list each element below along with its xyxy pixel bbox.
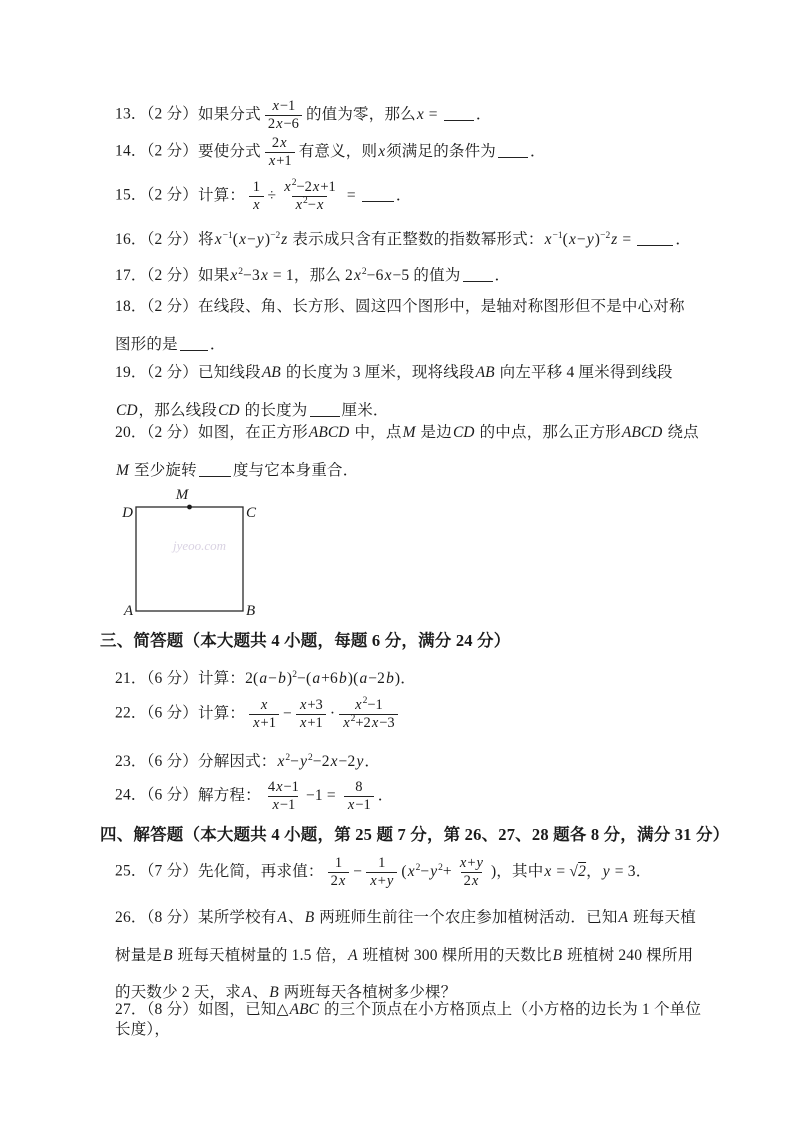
problem-21 (115, 669, 703, 689)
section-heading-3: 三、简答题（本大题共 4 小题，每题 6 分，满分 24 分） (100, 631, 511, 650)
problem-16 (115, 230, 703, 250)
problem-13 (115, 98, 703, 132)
figure-square-abcd (103, 482, 273, 627)
problem-score: （8 分） (146, 909, 198, 926)
problem-score: （6 分） (146, 704, 198, 722)
problem-number: 20． (115, 424, 147, 441)
problem-number: 17． (115, 267, 147, 284)
problem-body: 解方程： $\frac{4x-1}{x-1}$ −1 = $\frac{8}{x-1}$ ． (198, 779, 394, 813)
problem-score: （2 分） (146, 364, 198, 381)
problem-score: （6 分） (146, 670, 198, 687)
problem-20 (115, 414, 705, 490)
problem-body: 如图，在正方形ABCD 中，点M 是边CD 的中点，那么正方形ABCD 绕点M 至少旋转 度与它本身重合． (116, 424, 699, 479)
problem-score: （7 分） (146, 862, 198, 880)
vertex-label-a: A (123, 603, 133, 619)
problem-27 (115, 1000, 715, 1040)
problem-18 (115, 288, 695, 364)
vertex-label-d: D (122, 505, 133, 521)
problem-number: 22． (115, 704, 147, 722)
problem-15 (115, 179, 703, 213)
problem-score: （2 分） (146, 142, 198, 160)
problem-score: （2 分） (146, 231, 198, 248)
problem-body: 在线段、角、长方形、圆这四个图形中，是轴对称图形但不是中心对称图形的是 ． (115, 298, 685, 353)
problem-24 (115, 779, 703, 813)
section-heading-4: 四、解答题（本大题共 4 小题，第 25 题 7 分，第 26、27、28 题各 8 分，满分 31 分） (100, 825, 730, 844)
problem-body: 计算： $\frac{x}{x+1}$ − $\frac{x+3}{x+1}$ · $\frac{x^2-1}{x^2+2x-3}$ (198, 705, 402, 722)
problem-body: 已知线段AB 的长度为 3 厘米，现将线段AB 向左平移 4 厘米得到线段CD，那么线段CD 的长度为 厘米． (116, 364, 673, 419)
midpoint-dot (187, 505, 192, 510)
problem-score: （2 分） (146, 298, 198, 315)
problem-score: （2 分） (146, 424, 198, 441)
problem-number: 19． (115, 364, 147, 381)
problem-number: 21． (115, 670, 147, 687)
problem-body: 要使分式 $\frac{2x}{x+1}$ 有意义，则x须满足的条件为 ． (198, 135, 546, 169)
problem-number: 15． (115, 186, 147, 204)
watermark: jyeoo.com (173, 538, 227, 553)
problem-body: 先化简，再求值： $\frac{1}{2x}$ − $\frac{1}{x+y}$ ($x^2-y^2+$ $\frac{x+y}{2x}$ )，其中x = √2，y = 3． (198, 855, 652, 889)
problem-number: 25． (115, 862, 147, 880)
problem-score: （2 分） (146, 105, 198, 123)
problem-25 (115, 855, 703, 889)
problem-14 (115, 135, 703, 169)
problem-number: 26． (115, 909, 147, 926)
problem-score: （8 分） (146, 1001, 198, 1018)
problem-body: 将$x^{-1}(x-y)^{-2}z$ 表示成只含有正整数的指数幂形式：$x^{-1}(x-y)^{-2}z$ = ． (198, 230, 692, 248)
problem-23 (115, 752, 703, 772)
problem-body: 如图，已知△ABC 的三个顶点在小方格顶点上（小方格的边长为 1 个单位长度）， (115, 1001, 702, 1038)
problem-score: （2 分） (146, 186, 198, 204)
vertex-label-b: B (246, 603, 256, 619)
problem-number: 27． (115, 1001, 147, 1018)
midpoint-label-m: M (175, 487, 189, 503)
problem-body: 某所学校有A、B 两班师生前往一个农庄参加植树活动．已知A 班每天植树量是B 班每天植树量的 1.5 倍，A 班植树 300 棵所用的天数比B 班植树 240 棵所用的天数少 2 天，求A、B 两班每天各植树多少棵？ (115, 909, 696, 1001)
problem-22 (115, 697, 703, 731)
problem-number: 23． (115, 753, 147, 770)
problem-26 (115, 899, 707, 1012)
problem-number: 18． (115, 298, 147, 315)
problem-number: 13． (115, 105, 147, 123)
problem-score: （6 分） (146, 753, 198, 770)
problem-17 (115, 266, 703, 286)
problem-body: 计算：$2(a-b)^2-(a+6b)(a-2b)$． (198, 669, 416, 687)
problem-body: 如果$x^2-3x = 1$，那么 $2x^2-6x-5$ 的值为 ． (198, 266, 511, 284)
problem-number: 14． (115, 142, 147, 160)
problem-score: （2 分） (146, 267, 198, 284)
problem-number: 16． (115, 231, 147, 248)
problem-number: 24． (115, 786, 147, 804)
problem-body: 如果分式 $\frac{x-1}{2x-6}$ 的值为零，那么x = ． (198, 98, 492, 132)
problem-body: 分解因式：$x^2-y^2-2x-2y$． (198, 752, 381, 770)
vertex-label-c: C (246, 505, 257, 521)
problem-score: （6 分） (146, 786, 198, 804)
square-outline (136, 507, 243, 611)
problem-body: 计算： $\frac{1}{x}$ ÷ $\frac{x^2-2x+1}{x^2-x}$ = ． (198, 178, 412, 213)
